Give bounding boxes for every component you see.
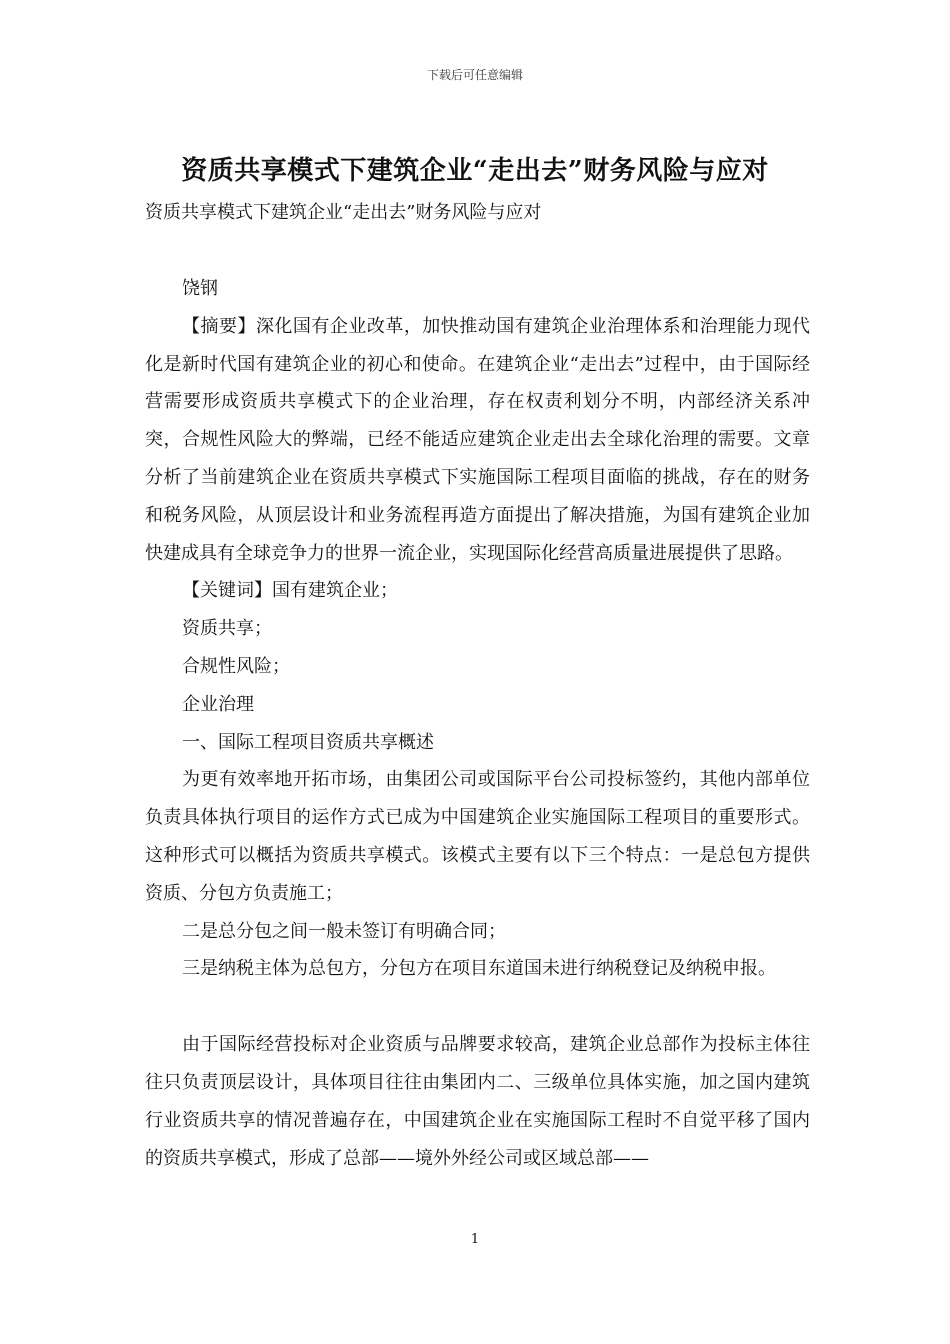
keyword-item: 企业治理 — [182, 693, 254, 715]
keywords-line: 【关键词】国有建筑企业； — [182, 580, 398, 602]
abstract-paragraph: 【摘要】深化国有企业改革，加快推动国有建筑企业治理体系和治理能力现代化是新时代国有建筑企业的初心和使命。在建筑企业“走出去”过程中，由于国际经营需要形成资质共享模式下的企业治理，存在权责利划分不明，内部经济关系冲突，合规性风险大的弊端，已经不能适应建筑企业走出去全球化治理的需要。文章分析了当前建筑企业在资质共享模式下实施国际工程项目面临的挑战，存在的财务和税务风险，从顶层设计和业务流程再造方面提出了解决措施，为国有建筑企业加快建成具有全球竞争力的世界一流企业，实现国际化经营高质量进展提供了思路。 — [145, 315, 810, 564]
page-number: 1 — [470, 1232, 480, 1247]
body-paragraph: 二是总分包之间一般未签订有明确合同； — [182, 920, 506, 942]
document-subtitle: 资质共享模式下建筑企业“走出去”财务风险与应对 — [145, 202, 542, 223]
author-name: 饶钢 — [182, 278, 218, 299]
page-header-note: 下载后可任意编辑 — [426, 68, 523, 82]
keyword-item: 资质共享； — [182, 618, 272, 640]
document-title: 资质共享模式下建筑企业“走出去”财务风险与应对 — [181, 156, 769, 186]
body-paragraph: 由于国际经营投标对企业资质与品牌要求较高，建筑企业总部作为投标主体往往只负责顶层设计，具体项目往往由集团内二、三级单位具体实施，加之国内建筑行业资质共享的情况普遍存在，中国建筑企业在实施国际工程时不自觉平移了国内的资质共享模式，形成了总部——境外外经公司或区域总部—— — [145, 1034, 810, 1169]
paragraph-spacer — [145, 988, 810, 1026]
body-paragraph: 为更有效率地开拓市场，由集团公司或国际平台公司投标签约，其他内部单位负责具体执行项目的运作方式已成为中国建筑企业实施国际工程项目的重要形式。这种形式可以概括为资质共享模式。该模式主要有以下三个特点：一是总包方提供资质、分包方负责施工； — [145, 769, 810, 904]
section-heading: 一、国际工程项目资质共享概述 — [182, 731, 434, 753]
document-body — [145, 270, 810, 1177]
body-paragraph: 三是纳税主体为总包方，分包方在项目东道国未进行纳税登记及纳税申报。 — [182, 958, 776, 980]
keyword-item: 合规性风险； — [182, 655, 290, 677]
